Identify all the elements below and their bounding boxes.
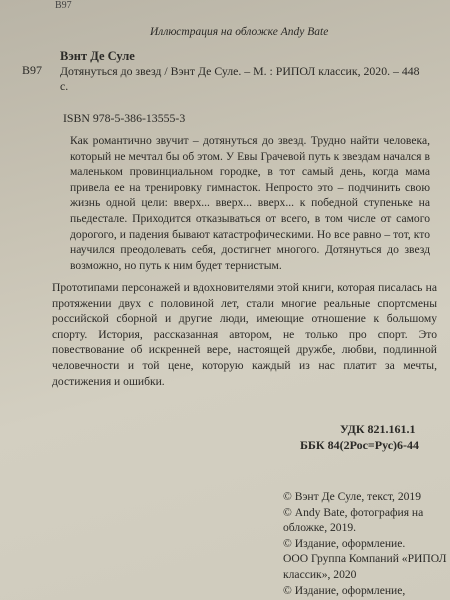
catalog-code: В97 <box>22 63 43 77</box>
copyright-notices: © Вэнт Де Суле, текст, 2019 © Andy Bate, фотография на обложке, 2019. © Издание, оформление. ООО Группа Компаний «РИПОЛ классик», 2020 © Издание, оформление, <box>283 490 447 597</box>
bbk-code: ББК 84(2Рос=Рус)6-44 <box>300 438 420 452</box>
annotation-paragraph-1: Как романтично звучит – дотянуться до звезд. Трудно найти человека, который не мечтал бы об этом. У Евы Грачевой путь к звездам начался в маленьком провинциальном городке, в тот самый день, когда мама привела ее на тренировку гимнасток. Непросто это – подчинить свою жизнь одной цели: вверх... вверх... вверх... к победной ступеньке на пьедестале. Приходится отказываться от всего, в том числе от самого дорогого, и падения бывают катастрофическими. Но все равно – тот, кто научился преодолевать себя, достигнет многого. Дотянуться до звезд возможно, но путь к ним будет тернистым. <box>70 134 430 272</box>
isbn: ISBN 978-5-386-13555-3 <box>63 111 186 125</box>
udk-code: УДК 821.161.1 <box>340 422 416 436</box>
page-header-fragment: В97 <box>55 0 72 11</box>
author-title: Вэнт Де Суле <box>60 49 135 63</box>
bibliographic-line: Дотянуться до звезд / Вэнт Де Суле. – М. : РИПОЛ классик, 2020. – 448 с. <box>60 64 420 93</box>
illustration-credit: Иллюстрация на обложке Andy Bate <box>150 26 329 38</box>
annotation-paragraph-2: Прототипами персонажей и вдохновителями этой книги, которая писалась на протяжении двух с половиной лет, стали многие реальные спортсмены российской сборной и другие люди, имеющие отношение к большому спорту. История, рассказанная автором, не только про спорт. Это повествование об искренней вере, настоящей дружбе, любви, подлинной человечности и той цене, которую каждый из нас платит за мечты, достижения и ошибки. <box>52 281 437 388</box>
